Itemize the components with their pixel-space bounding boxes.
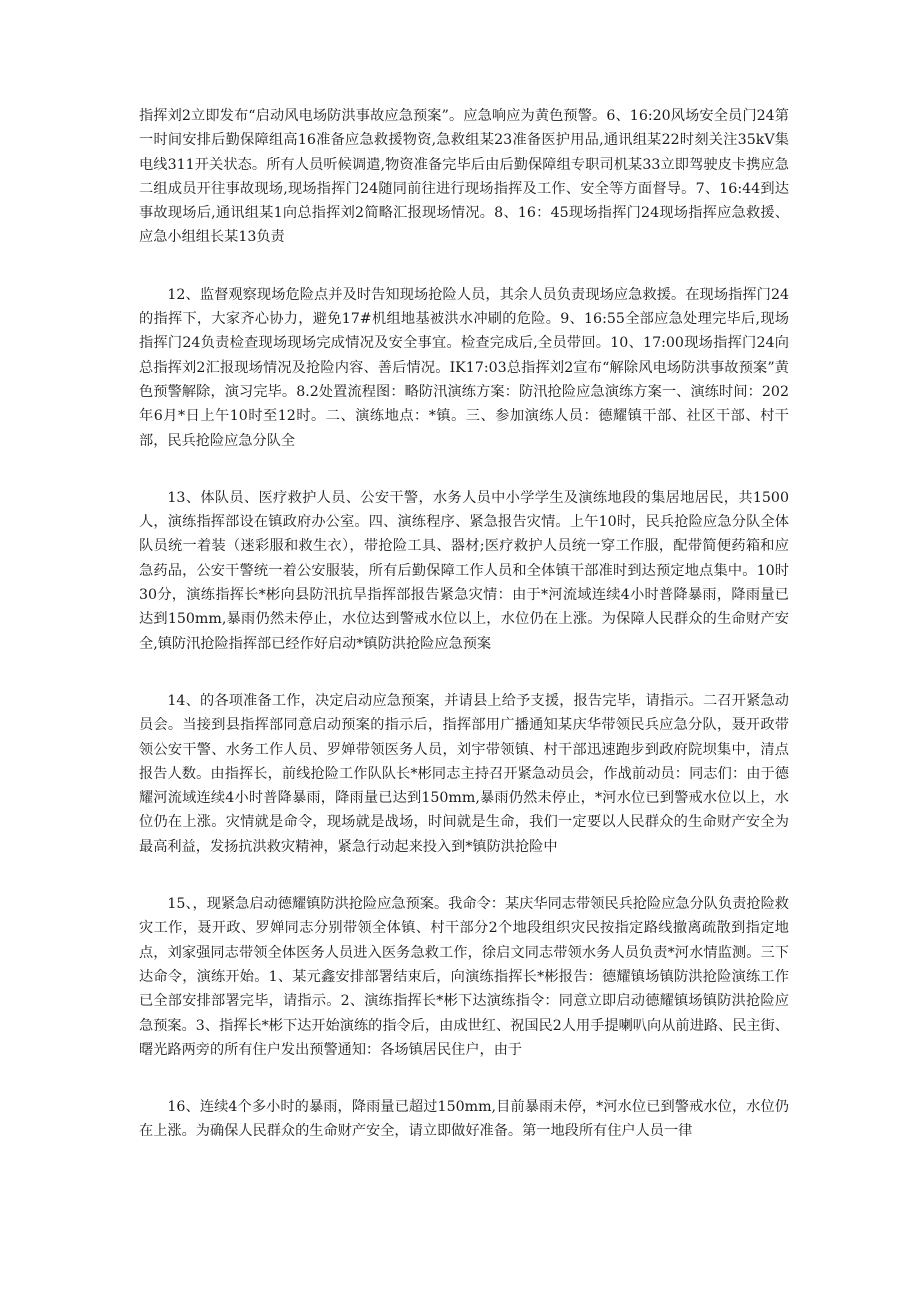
paragraph-15: 15、，现紧急启动德耀镇防洪抢险应急预案。我命令：某庆华同志带领民兵抢险应急分队负责抢险救灾工作，聂开政、罗婵同志分别带领全体镇、村干部分2个地段组织灾民按指定路线撤离疏散到指定地点，刘家强同志带领全体医务人员进入医务急救工作，徐启文同志带领水务人员负责*河水情监测。三下达命令，演练开始。1、某元鑫安排部署结束后，向演练指挥长*彬报告：德耀镇场镇防洪抢险演练工作已全部安排部署完毕，请指示。2、演练指挥长*彬下达演练指令：同意立即启动德耀镇场镇防洪抢险应急预案。3、指挥长*彬下达开始演练的指令后，由成世红、祝国民2人用手提喇叭向从前进路、民主街、曙光路两旁的所有住户发出预警通知：各场镇居民住户，由于 [139,896,789,1058]
paragraph-12: 12、监督观察现场危险点并及时告知现场抢险人员，其余人员负责现场应急救援。在现场指挥门24的指挥下，大家齐心协力，避免17#机组地基被洪水冲刷的危险。9、16:55全部应急处理完毕后,现场指挥门24负责检查现场现场完成情况及安全事宜。检查完成后,全员带回。10、17:00现场指挥门24向总指挥刘2汇报现场情况及抢险内容、善后情况。IK17:03总指挥刘2宣布“解除风电场防洪事故预案”黄色预警解除，演习完毕。8.2处置流程图：略防汛演练方案：防汛抢险应急演练方案一、演练时间：202年6月*日上午10时至12时。二、演练地点：*镇。三、参加演练人员：德耀镇干部、社区干部、村干部，民兵抢险应急分队全 [139,286,789,449]
paragraph-16: 16、连续4个多小时的暴雨，降雨量已超过150mm,目前暴雨未停，*河水位已到警戒水位，水位仍在上涨。为确保人民群众的生命财产安全，请立即做好准备。第一地段所有住户人员一律 [139,1099,789,1140]
paragraph-14: 14、的各项准备工作，决定启动应急预案，并请县上给予支援，报告完毕，请指示。二召开紧急动员会。当接到县指挥部同意启动预案的指示后，指挥部用广播通知某庆华带领民兵应急分队，聂开政带领公安干警、水务工作人员、罗婵带领医务人员，刘宇带领镇、村干部迅速跑步到政府院坝集中，清点报告人数。由指挥长，前线抢险工作队队长*彬同志主持召开紧急动员会，作战前动员：同志们：由于德耀河流域连续4小时普降暴雨，降雨量已达到150mm,暴雨仍然未停止，*河水位已到警戒水位以上，水位仍在上涨。灾情就是命令，现场就是战场，时间就是生命，我们一定要以人民群众的生命财产安全为最高利益，发扬抗洪救灾精神，紧急行动起来投入到*镇防洪抢险中 [139,692,789,855]
document-body [139,104,789,1177]
paragraph-13: 13、体队员、医疗救护人员、公安干警，水务人员中小学学生及演练地段的集居地居民，共1500人，演练指挥部设在镇政府办公室。四、演练程序、紧急报告灾情。上午10时，民兵抢险应急分队全体队员统一着装（迷彩服和救生衣），带抢险工具、器材;医疗救护人员统一穿工作服，配带简便药箱和应急药品，公安干警统一着公安服装，所有后勤保障工作人员和全体镇干部准时到达预定地点集中。10时30分，演练指挥长*彬向县防汛抗旱指挥部报告紧急灾情：由于*河流域连续4小时普降暴雨，降雨量已达到150mm,暴雨仍然未停止，水位达到警戒水位以上，水位仍在上涨。为保障人民群众的生命财产安全,镇防汛抢险指挥部已经作好启动*镇防洪抢险应急预案 [139,489,789,652]
paragraph-continuation-11: 指挥刘2立即发布“启动风电场防洪事故应急预案”。应急响应为黄色预警。6、16:20风场安全员门24第一时间安排后勤保障组高16准备应急救援物资,急救组某23准备医护用品,通讯组某22时刻关注35kV集电线311开关状态。所有人员听候调遣,物资准备完毕后由后勤保障组专职司机某33立即驾驶皮卡携应急二组成员开往事故现场,现场指挥门24随同前往进行现场指挥及工作、安全等方面督导。7、16:44到达事故现场后,通讯组某1向总指挥刘2简略汇报现场情况。8、16：45现场指挥门24现场指挥应急救援、应急小组组长某13负责 [139,108,789,246]
